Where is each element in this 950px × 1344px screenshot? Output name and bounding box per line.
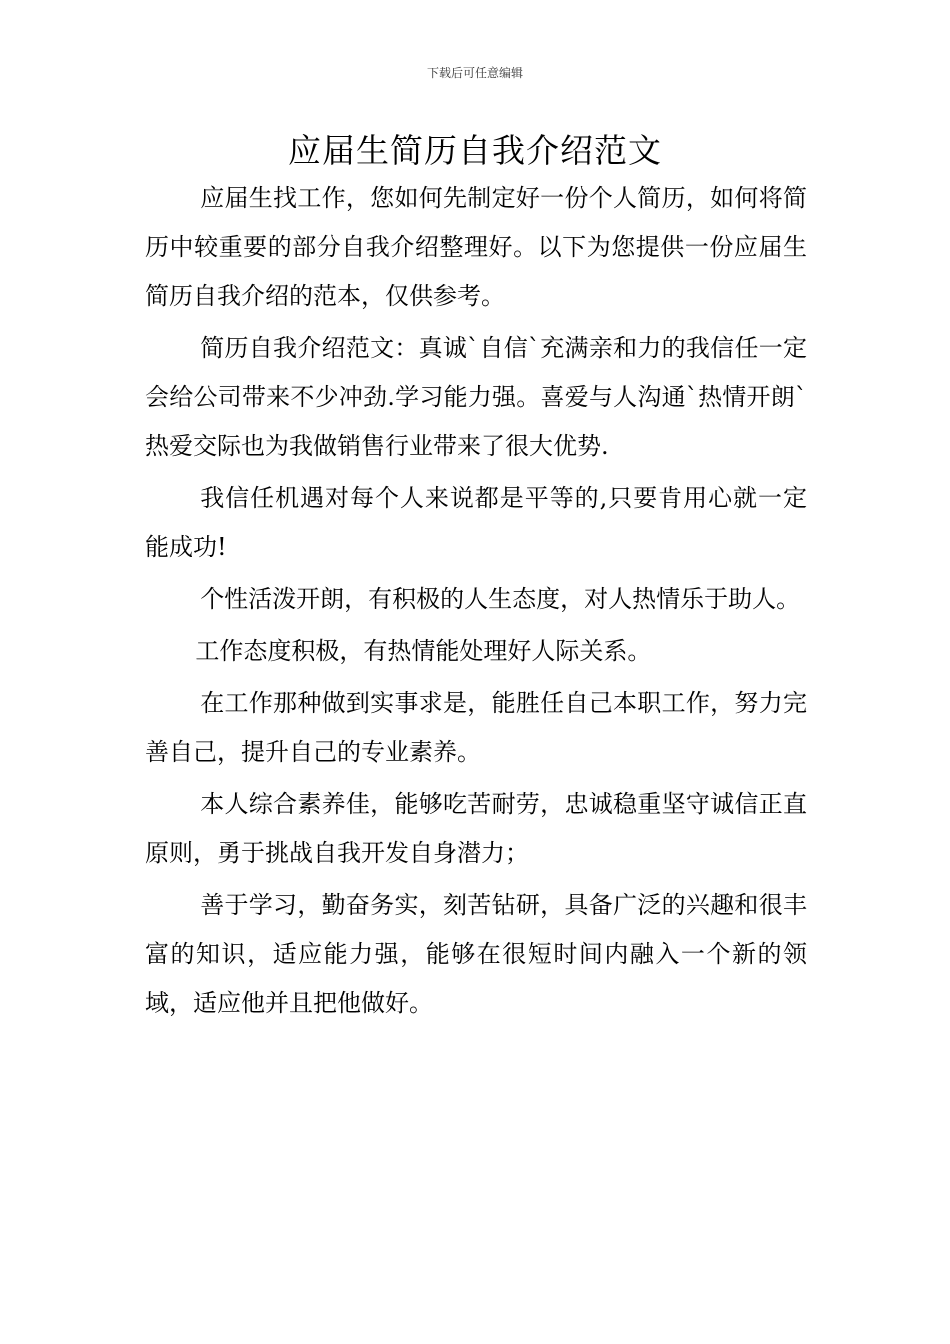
document-title: 应届生简历自我介绍范文 <box>288 131 662 170</box>
paragraph-intro: 应届生找工作，您如何先制定好一份个人简历，如何将简历中较重要的部分自我介绍整理好。以下为您提供一份应届生简历自我介绍的范本，仅供参考。 <box>145 184 807 310</box>
paragraph-attitude: 工作态度积极，有热情能处理好人际关系。 <box>195 637 652 665</box>
paragraph-opportunity: 我信任机遇对每个人来说都是平等的,只要肯用心就一定能成功! <box>145 484 807 561</box>
document-body <box>145 174 807 1031</box>
header-note: 下载后可任意编辑 <box>426 66 523 80</box>
paragraph-work: 在工作那种做到实事求是，能胜任自己本职工作，努力完善自己，提升自己的专业素养。 <box>145 689 807 766</box>
paragraph-quality: 本人综合素养佳，能够吃苦耐劳，忠诚稳重坚守诚信正直原则，勇于挑战自我开发自身潜力； <box>145 790 807 867</box>
paragraph-personality: 个性活泼开朗，有积极的人生态度，对人热情乐于助人。 <box>200 585 801 613</box>
paragraph-sample-intro: 简历自我介绍范文：真诚`自信`充满亲和力的我信任一定会给公司带来不少冲劲.学习能力强。喜爱与人沟通`热情开朗`热爱交际也为我做销售行业带来了很大优势. <box>145 334 807 460</box>
paragraph-learning: 善于学习，勤奋务实，刻苦钻研，具备广泛的兴趣和很丰富的知识，适应能力强，能够在很短时间内融入一个新的领域，适应他并且把他做好。 <box>145 891 807 1017</box>
